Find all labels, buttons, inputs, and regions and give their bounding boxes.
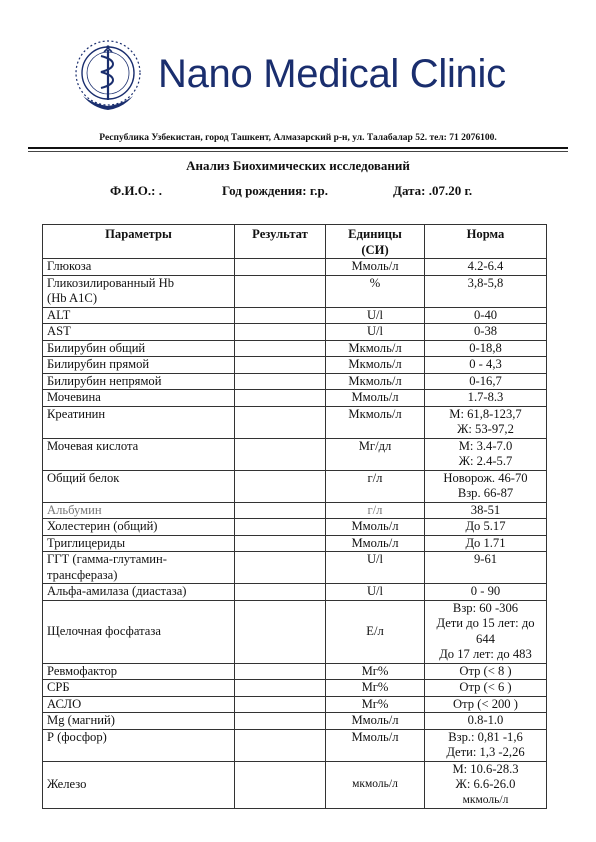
table-row: [43, 470, 547, 502]
parameter-name: Ревмофактор: [47, 663, 118, 678]
parameter-name: трансфераза): [47, 567, 118, 582]
table-row: [43, 761, 547, 809]
norm-cell: [425, 275, 547, 307]
header-parameters: Параметры: [43, 225, 235, 259]
parameter-cell: [43, 519, 235, 536]
norm-value: 0 - 4,3: [469, 357, 502, 371]
birth-year-label: Год рождения: г.р.: [222, 183, 329, 198]
units-cell: Ммоль/л: [326, 729, 425, 761]
norm-cell: [425, 373, 547, 390]
patient-name-label: Ф.И.О.: .: [110, 183, 162, 198]
result-cell: [235, 438, 326, 470]
parameter-cell: [43, 761, 235, 809]
norm-cell: [425, 729, 547, 761]
norm-cell: [425, 552, 547, 584]
parameter-cell: [43, 584, 235, 601]
norm-value: Взр. 66-87: [457, 486, 514, 500]
parameter-cell: [43, 502, 235, 519]
norm-value: Новорож. 46-70: [443, 470, 528, 485]
units-cell: U/l: [326, 552, 425, 584]
result-cell: [235, 373, 326, 390]
parameter-name: АСЛО: [47, 696, 82, 711]
units-cell: г/л: [326, 470, 425, 502]
result-cell: [235, 502, 326, 519]
parameter-name: Гликозилированный Hb: [47, 275, 175, 290]
parameter-cell: [43, 275, 235, 307]
parameter-cell: [43, 406, 235, 438]
result-cell: [235, 406, 326, 438]
parameter-cell: [43, 600, 235, 663]
norm-value: Отр (< 200 ): [453, 696, 518, 711]
table-row: [43, 275, 547, 307]
header-units-line2: (СИ): [361, 242, 389, 257]
parameter-cell: [43, 357, 235, 374]
norm-cell: [425, 324, 547, 341]
result-cell: [235, 680, 326, 697]
date-label: Дата: .07.20 г.: [393, 183, 473, 198]
parameter-name: Mg (магний): [47, 713, 115, 727]
parameter-name: Железо: [47, 777, 87, 791]
norm-value: Ж: 53-97,2: [457, 422, 514, 436]
table-row: [43, 535, 547, 552]
norm-value: 0-16,7: [469, 373, 502, 388]
results-table-body: [43, 259, 547, 809]
parameter-name: Общий белок: [47, 470, 120, 485]
norm-value: До 1.71: [465, 535, 506, 550]
norm-value: Дети: 1,3 -2,26: [446, 745, 525, 759]
parameter-cell: [43, 373, 235, 390]
parameter-name: Р (фосфор): [47, 729, 107, 744]
norm-value: М: 61,8-123,7: [449, 406, 522, 421]
table-row: [43, 696, 547, 713]
parameter-name: Холестерин (общий): [47, 519, 158, 533]
norm-cell: [425, 680, 547, 697]
units-cell: Мг/дл: [326, 438, 425, 470]
norm-cell: [425, 307, 547, 324]
table-row: [43, 357, 547, 374]
parameter-name: Щелочная фосфатаза: [47, 623, 161, 638]
norm-value: Ж: 6.6-26.0: [455, 777, 516, 791]
units-cell: U/l: [326, 584, 425, 601]
norm-value: Отр (< 8 ): [459, 663, 512, 678]
table-row: [43, 307, 547, 324]
units-cell: Мкмоль/л: [326, 357, 425, 374]
units-cell: Ммоль/л: [326, 259, 425, 276]
header-divider-thin: [28, 151, 568, 152]
units-cell: Мкмоль/л: [326, 406, 425, 438]
norm-value: 1.7-8.3: [467, 390, 504, 404]
table-row: [43, 340, 547, 357]
table-row: [43, 519, 547, 536]
norm-value: Дети до 15 лет: до: [436, 616, 535, 630]
norm-cell: [425, 600, 547, 663]
norm-value: 38-51: [470, 502, 501, 517]
norm-value: М: 10.6-28.3: [452, 761, 519, 776]
parameter-name: Мочевая кислота: [47, 438, 139, 453]
parameter-cell: [43, 340, 235, 357]
table-row: [43, 713, 547, 730]
units-cell: Ммоль/л: [326, 390, 425, 407]
result-cell: [235, 259, 326, 276]
parameter-cell: [43, 324, 235, 341]
parameter-name: Билирубин прямой: [47, 357, 150, 371]
result-cell: [235, 696, 326, 713]
norm-value: 0-38: [473, 324, 498, 338]
units-cell: %: [326, 275, 425, 307]
header-norm: Норма: [425, 225, 547, 259]
parameter-cell: [43, 259, 235, 276]
table-row: [43, 552, 547, 584]
parameter-cell: [43, 438, 235, 470]
units-cell: Мг%: [326, 663, 425, 680]
result-cell: [235, 663, 326, 680]
table-header-row: [43, 225, 547, 259]
norm-cell: [425, 761, 547, 809]
norm-cell: [425, 713, 547, 730]
table-row: [43, 600, 547, 663]
parameter-cell: [43, 390, 235, 407]
parameter-cell: [43, 713, 235, 730]
parameter-name: Глюкоза: [47, 259, 92, 273]
result-cell: [235, 390, 326, 407]
table-row: [43, 663, 547, 680]
norm-value: 0-18,8: [469, 340, 502, 355]
parameter-cell: [43, 535, 235, 552]
norm-value: 0 - 90: [470, 584, 501, 598]
parameter-cell: [43, 729, 235, 761]
norm-cell: [425, 438, 547, 470]
norm-value: Взр: 60 -306: [452, 600, 519, 615]
table-row: [43, 373, 547, 390]
norm-value: 0-40: [473, 307, 498, 322]
norm-value: До 5.17: [465, 519, 506, 533]
units-cell: Мг%: [326, 696, 425, 713]
norm-value: 644: [476, 631, 495, 646]
result-cell: [235, 275, 326, 307]
table-row: [43, 680, 547, 697]
table-row: [43, 729, 547, 761]
parameter-name: Триглицериды: [47, 535, 126, 550]
units-cell: U/l: [326, 324, 425, 341]
parameter-name: ALT: [47, 307, 71, 322]
parameter-name: СРБ: [47, 680, 70, 694]
norm-value: 3,8-5,8: [467, 275, 504, 290]
units-cell: г/л: [326, 502, 425, 519]
parameter-cell: [43, 663, 235, 680]
header-units: [326, 225, 425, 259]
result-cell: [235, 729, 326, 761]
result-cell: [235, 584, 326, 601]
norm-cell: [425, 535, 547, 552]
norm-value: До 17 лет: до 483: [439, 647, 532, 661]
parameter-cell: [43, 307, 235, 324]
clinic-name: Nano Medical Clinic: [158, 52, 506, 96]
header-result: Результат: [235, 225, 326, 259]
norm-cell: [425, 357, 547, 374]
norm-cell: [425, 340, 547, 357]
norm-cell: [425, 470, 547, 502]
clinic-logo-icon: [73, 38, 143, 112]
parameter-name: AST: [47, 324, 71, 338]
result-cell: [235, 340, 326, 357]
result-cell: [235, 324, 326, 341]
result-cell: [235, 307, 326, 324]
norm-cell: [425, 390, 547, 407]
units-cell: Ммоль/л: [326, 713, 425, 730]
norm-value: Взр.: 0,81 -1,6: [448, 729, 523, 744]
norm-cell: [425, 406, 547, 438]
norm-value: М: 3.4-7.0: [458, 438, 513, 453]
result-cell: [235, 761, 326, 809]
norm-value: 9-61: [473, 552, 498, 566]
parameter-name: Альбумин: [47, 502, 102, 517]
units-cell: Ммоль/л: [326, 519, 425, 536]
results-table: [42, 224, 547, 809]
norm-value: 0.8-1.0: [467, 713, 504, 727]
units-cell: U/l: [326, 307, 425, 324]
result-cell: [235, 600, 326, 663]
units-cell: мкмоль/л: [326, 761, 425, 809]
norm-cell: [425, 519, 547, 536]
units-cell: Мг%: [326, 680, 425, 697]
table-row: [43, 259, 547, 276]
document-title: Анализ Биохимических исследований: [186, 158, 410, 173]
result-cell: [235, 357, 326, 374]
parameter-name: (Hb A1C): [47, 291, 98, 305]
norm-value: Отр (< 6 ): [459, 680, 512, 694]
norm-cell: [425, 584, 547, 601]
result-cell: [235, 535, 326, 552]
parameter-name: Альфа-амилаза (диастаза): [47, 584, 187, 598]
result-cell: [235, 470, 326, 502]
parameter-name: Билирубин общий: [47, 340, 146, 355]
header-divider: [28, 147, 568, 149]
result-cell: [235, 713, 326, 730]
parameter-cell: [43, 680, 235, 697]
table-row: [43, 390, 547, 407]
units-cell: Е/л: [326, 600, 425, 663]
clinic-address: Республика Узбекистан, город Ташкент, Алмазарский р-н, ул. Талабалар 52. тел: 71 2076100.: [99, 133, 497, 143]
parameter-cell: [43, 696, 235, 713]
norm-value: мкмоль/л: [462, 793, 509, 806]
parameter-cell: [43, 470, 235, 502]
table-row: [43, 406, 547, 438]
norm-cell: [425, 696, 547, 713]
norm-value: 4.2-6.4: [467, 259, 504, 273]
parameter-cell: [43, 552, 235, 584]
units-cell: Ммоль/л: [326, 535, 425, 552]
header-units-line1: Единицы: [348, 227, 402, 241]
parameter-name: Билирубин непрямой: [47, 373, 162, 388]
result-cell: [235, 519, 326, 536]
units-cell: Мкмоль/л: [326, 340, 425, 357]
norm-cell: [425, 502, 547, 519]
table-row: [43, 438, 547, 470]
norm-cell: [425, 663, 547, 680]
norm-value: Ж: 2.4-5.7: [458, 454, 513, 468]
units-cell: Мкмоль/л: [326, 373, 425, 390]
parameter-name: ГГТ (гамма-глутамин-: [47, 552, 167, 566]
result-cell: [235, 552, 326, 584]
norm-cell: [425, 259, 547, 276]
parameter-name: Мочевина: [47, 390, 101, 404]
table-row: [43, 324, 547, 341]
parameter-name: Креатинин: [47, 406, 106, 421]
table-row: [43, 502, 547, 519]
table-row: [43, 584, 547, 601]
